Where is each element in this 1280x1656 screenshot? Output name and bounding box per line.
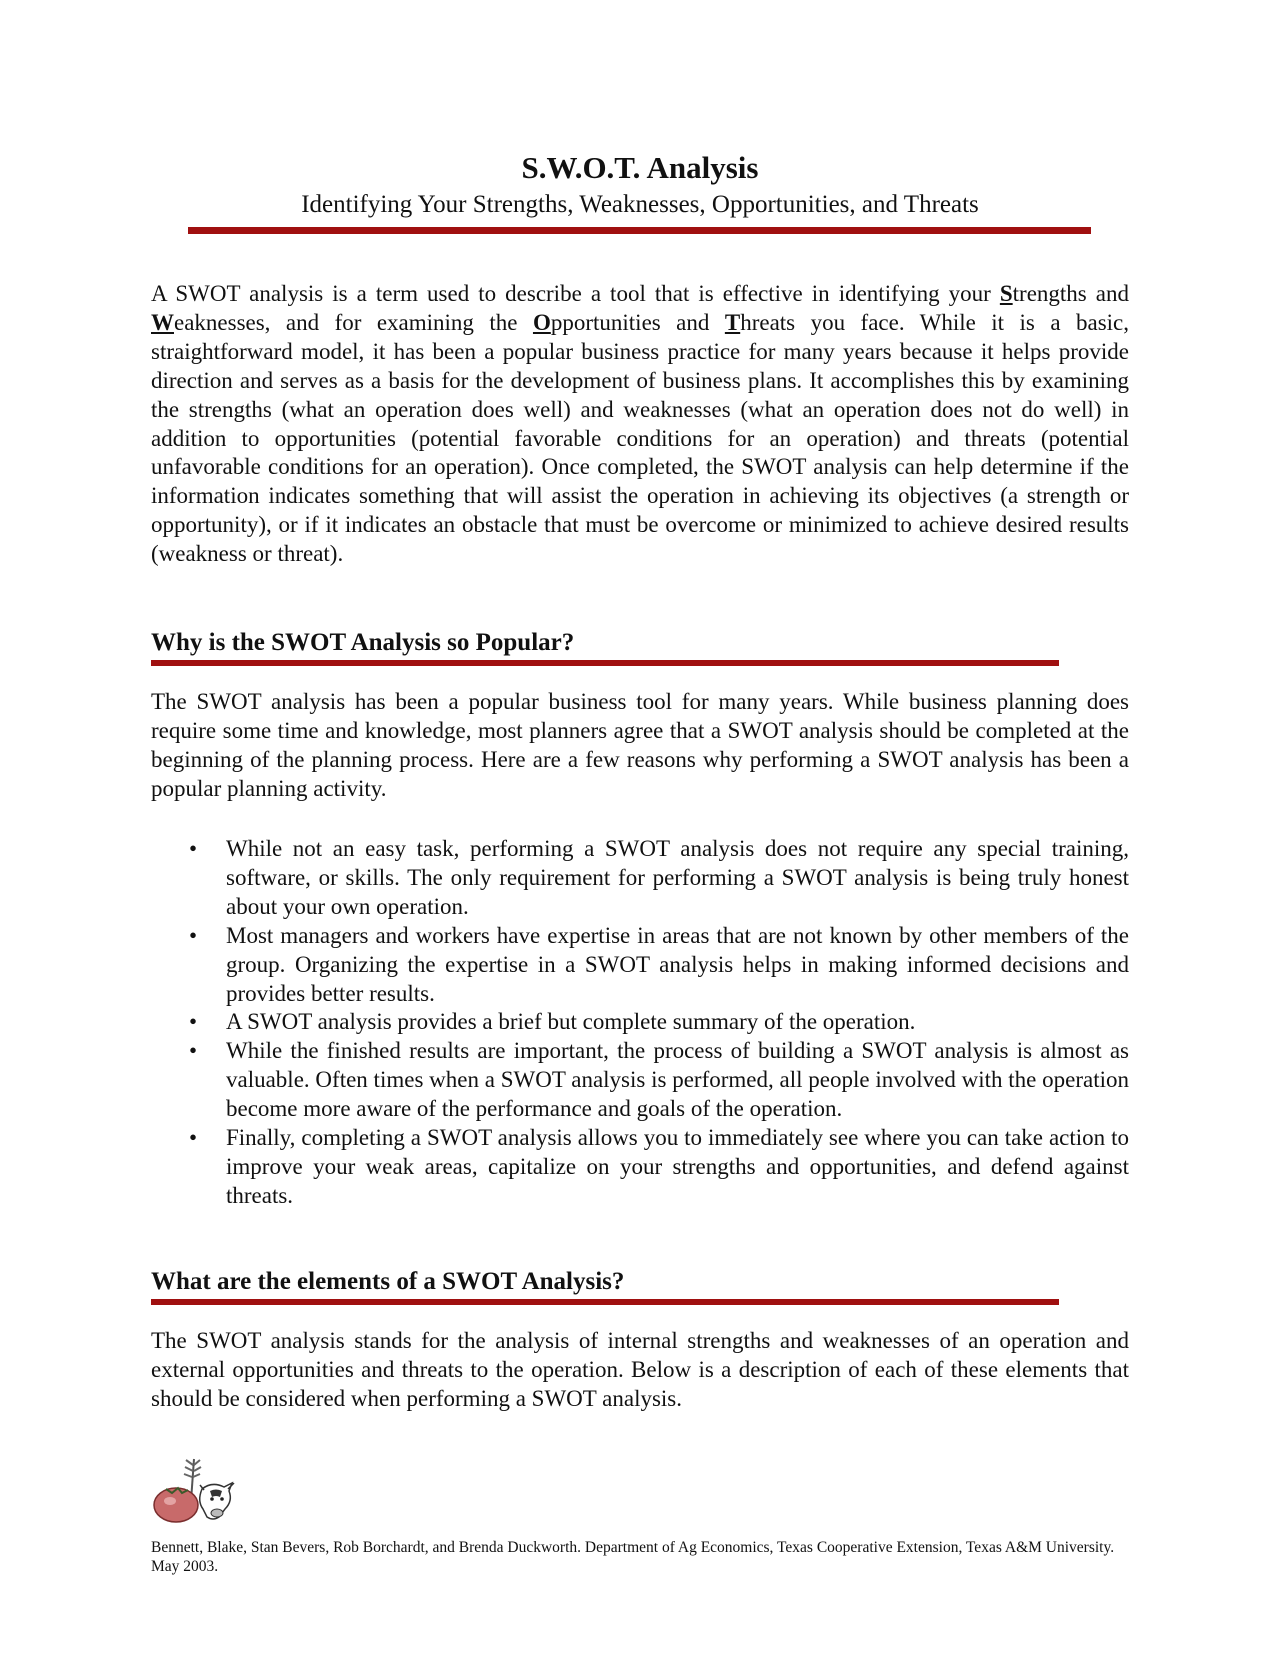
intro-text-2: trengths and bbox=[1012, 281, 1129, 306]
list-item bbox=[151, 922, 1129, 1009]
list-item bbox=[151, 835, 1129, 922]
section-heading-popular bbox=[151, 628, 1059, 666]
intro-letter-s: S bbox=[999, 281, 1013, 306]
section-heading-elements-text: What are the elements of a SWOT Analysis? bbox=[151, 1268, 625, 1295]
section-heading-elements bbox=[151, 1267, 1059, 1305]
intro-text-1: A SWOT analysis is a term used to describe a tool that is effective in identifying your bbox=[151, 281, 1000, 306]
bullet-icon: • bbox=[189, 922, 198, 948]
list-item-text: A SWOT analysis provides a brief but complete summary of the operation. bbox=[226, 1009, 916, 1035]
intro-text-3: eaknesses, and for examining the bbox=[174, 309, 533, 335]
list-item bbox=[151, 1008, 1129, 1037]
agriculture-logo-icon bbox=[150, 1455, 238, 1527]
intro-letter-o: O bbox=[532, 309, 551, 335]
intro-text-5: hreats you face. While it is a basic, straightforward model, it has been a popular business practice for many years because it helps provide direction and serves as a basis for the development of business plans. It accomplishes this by examining the strengths (what an operation does well) and weaknesses (what an operation does not do well) in addition to opportunities (potential favorable conditions for an operation) and threats (potential unfavorable conditions for an operation). Once completed, the SWOT analysis can help determine if the information indicates something that will assist the operation in achieving its objectives (a strength or opportunity), or if it indicates an obstacle that must be overcome or minimized to achieve desired results (weakness or threat). bbox=[151, 309, 1129, 567]
list-item bbox=[151, 1124, 1129, 1211]
bullet-icon: • bbox=[189, 1125, 198, 1151]
popular-paragraph: The SWOT analysis has been a popular business tool for many years. While business planning does require some time and knowledge, most planners agree that a SWOT analysis should be completed at the beginning of the planning process. Here are a few reasons why performing a SWOT analysis has been a popular planning activity. bbox=[151, 689, 1129, 801]
section-heading-popular-text: Why is the SWOT Analysis so Popular? bbox=[151, 629, 575, 656]
footer-citation: Bennett, Blake, Stan Bevers, Rob Borchardt, and Brenda Duckworth. Department of Ag Economics, Texas Cooperative Extension, Texas A&M University. May 2003. bbox=[151, 1539, 1115, 1575]
intro-letter-w: W bbox=[151, 309, 174, 335]
reasons-list bbox=[151, 835, 1129, 1211]
bullet-icon: • bbox=[189, 836, 198, 861]
page-subtitle: Identifying Your Strengths, Weaknesses, Opportunities, and Threats bbox=[301, 191, 979, 218]
section-divider bbox=[151, 1299, 1059, 1305]
title-divider bbox=[188, 227, 1091, 234]
list-item-text: Finally, completing a SWOT analysis allows you to immediately see where you can take action to improve your weak areas, capitalize on your strengths and opportunities, and defend against threats. bbox=[226, 1125, 1129, 1208]
bullet-icon: • bbox=[189, 1038, 198, 1064]
intro-paragraph bbox=[151, 280, 1129, 569]
elements-paragraph: The SWOT analysis stands for the analysis of internal strengths and weaknesses of an operation and external opportunities and threats to the operation. Below is a description of each of these elements that should be considered when performing a SWOT analysis. bbox=[151, 1328, 1129, 1411]
intro-letter-t: T bbox=[724, 309, 741, 335]
list-item-text: While not an easy task, performing a SWOT analysis does not require any special training, software, or skills. The only requirement for performing a SWOT analysis is being truly honest about your own operation. bbox=[226, 836, 1129, 919]
list-item-text: While the finished results are important, the process of building a SWOT analysis is almost as valuable. Often times when a SWOT analysis is performed, all people involved with the operation become more aware of the performance and goals of the operation. bbox=[226, 1038, 1129, 1122]
section-divider bbox=[151, 660, 1059, 666]
list-item bbox=[151, 1037, 1129, 1124]
bullet-icon: • bbox=[189, 1009, 198, 1035]
list-item-text: Most managers and workers have expertise in areas that are not known by other members of the group. Organizing the expertise in a SWOT analysis helps in making informed decisions and provides better results. bbox=[226, 922, 1129, 1006]
page-title: S.W.O.T. Analysis bbox=[521, 150, 759, 185]
intro-text-4: pportunities and bbox=[550, 309, 725, 335]
